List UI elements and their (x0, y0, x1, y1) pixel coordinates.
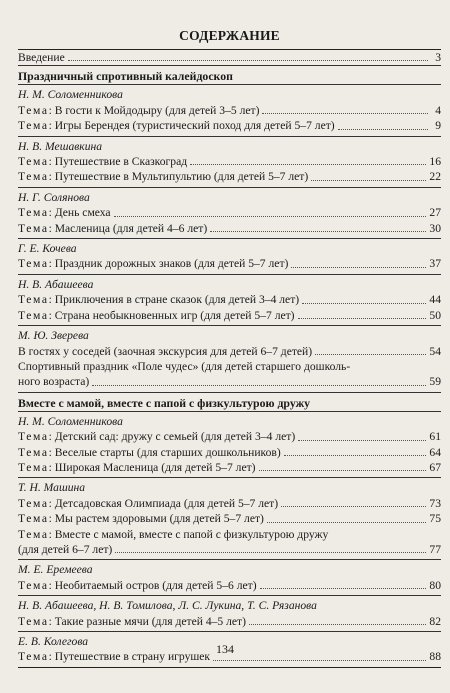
page-number: 134 (216, 642, 234, 656)
entry-prefix: Тема (18, 512, 49, 526)
author-group (18, 85, 441, 135)
entry-text: : Вместе с мамой, вместе с папой с физкультурою дружу (48, 527, 329, 541)
entry-page: 59 (429, 375, 441, 389)
toc-entry-intro (18, 50, 441, 65)
leader-dots (281, 506, 426, 507)
toc-entry (18, 460, 441, 475)
author-name: Н. Г. Солянова (18, 190, 90, 204)
leader-dots (262, 113, 428, 114)
entry-prefix: Тема (18, 155, 49, 169)
leader-dots (284, 455, 427, 456)
leader-dots (213, 660, 426, 661)
entry-prefix: Тема (18, 257, 49, 271)
entry-prefix: Тема (18, 119, 49, 133)
entry-text: : Мы растем здоровыми (для детей 5–7 лет) (48, 512, 264, 526)
entry-page: 54 (429, 344, 441, 358)
toc-entry (18, 445, 441, 460)
entry-text: (для детей 6–7 лет) (18, 542, 113, 556)
author-name: Н. В. Абашеева (18, 277, 94, 291)
toc-entry (18, 344, 441, 359)
entry-text: : Необитаемый остров (для детей 5–6 лет) (48, 578, 257, 592)
section-heading: Вместе с мамой, вместе с папой с физкультурою дружу (18, 395, 311, 410)
author-group (18, 412, 441, 478)
entry-page: 64 (429, 445, 441, 459)
author-group (18, 275, 441, 325)
entry-page: 27 (429, 206, 441, 220)
author-name: Н. В. Мешавкина (18, 139, 103, 153)
leader-dots (249, 624, 426, 625)
entry-text: : Детский сад: дружу с семьей (для детей 3–4 лет) (48, 430, 296, 444)
entry-prefix: Тема (18, 221, 49, 235)
entry-page: 9 (435, 119, 441, 133)
leader-dots (260, 588, 427, 589)
entry-page: 77 (429, 542, 441, 556)
entry-prefix: Тема (18, 578, 49, 592)
leader-dots (190, 164, 426, 165)
entry-page: 88 (429, 650, 441, 664)
entry-prefix: Тема (18, 614, 49, 628)
divider (18, 392, 441, 393)
entry-text: : Приключения в стране сказок (для детей 3–4 лет) (48, 293, 300, 307)
toc-entry (18, 542, 441, 557)
toc-entry (18, 205, 441, 220)
entry-page: 30 (429, 221, 441, 235)
entry-page: 75 (429, 512, 441, 526)
toc-entry (18, 308, 441, 323)
entry-text: : Путешествие в Сказкоград (48, 155, 188, 169)
leader-dots (68, 60, 428, 61)
entry-text: : Веселые старты (для старших дошкольников) (48, 445, 281, 459)
leader-dots (259, 470, 427, 471)
entry-page: 80 (429, 578, 441, 592)
author-group (18, 596, 441, 631)
author-name: Т. Н. Машина (18, 481, 86, 495)
entry-text: : Широкая Масленица (для детей 5–7 лет) (48, 460, 256, 474)
entry-text: : Страна необыкновенных игр (для детей 5–7 лет) (48, 308, 295, 322)
entry-page: 4 (435, 103, 441, 117)
author-name: Н. М. Соломенникова (18, 414, 123, 428)
entry-text-line (18, 527, 441, 542)
leader-dots (291, 267, 426, 268)
entry-page: 67 (429, 460, 441, 474)
author-group (18, 239, 441, 274)
entry-text-line: Спортивный праздник «Поле чудес» (для детей старшего дошколь- (18, 359, 351, 373)
leader-dots (115, 552, 426, 553)
entry-text: : Игры Берендея (туристический поход для детей 5–7 лет) (48, 119, 335, 133)
toc-entry (18, 511, 441, 526)
entry-text: : День смеха (48, 206, 111, 220)
leader-dots (92, 385, 426, 386)
entry-text: : Праздник дорожных знаков (для детей 5–7 лет) (48, 257, 289, 271)
toc-entry (18, 169, 441, 184)
toc-entry (18, 496, 441, 511)
leader-dots (311, 180, 426, 181)
entry-prefix: Тема (18, 206, 49, 220)
leader-dots (298, 318, 427, 319)
entry-text: : Такие разные мячи (для детей 4–5 лет) (48, 614, 246, 628)
entry-prefix: Тема (18, 460, 49, 474)
entry-page: 22 (429, 170, 441, 184)
entry-text: Введение (18, 51, 65, 64)
entry-text: : Детсадовская Олимпиада (для детей 5–7 лет) (48, 496, 279, 510)
toc-entry (18, 374, 441, 389)
entry-page: 82 (429, 614, 441, 628)
toc-entry (18, 103, 441, 118)
author-group (18, 188, 441, 238)
entry-page: 37 (429, 257, 441, 271)
entry-prefix: Тема (18, 650, 49, 664)
author-group (18, 560, 441, 595)
entry-text: : Масленица (для детей 4–6 лет) (48, 221, 208, 235)
author-name: М. Е. Еремеева (18, 563, 93, 577)
leader-dots (210, 231, 426, 232)
entry-prefix: Тема (18, 293, 49, 307)
leader-dots (298, 440, 426, 441)
toc-entry (18, 221, 441, 236)
leader-dots (338, 129, 428, 130)
leader-dots (315, 354, 426, 355)
leader-dots (114, 216, 427, 217)
entry-page: 50 (429, 308, 441, 322)
page-title: СОДЕРЖАНИЕ (179, 28, 280, 43)
author-group (18, 137, 441, 187)
entry-prefix: Тема (18, 445, 49, 459)
author-name: Н. М. Соломенникова (18, 88, 123, 102)
entry-prefix: Тема (18, 103, 49, 117)
divider (18, 667, 441, 668)
leader-dots (267, 522, 427, 523)
author-name: Е. В. Колегова (18, 635, 89, 648)
entry-prefix: Тема (18, 430, 49, 444)
author-name: Г. Е. Кочева (18, 242, 77, 256)
toc-entry (18, 578, 441, 593)
toc-entry (18, 614, 441, 629)
entry-prefix: Тема (18, 496, 49, 510)
entry-prefix: Тема (18, 170, 49, 184)
entry-text: : Путешествие в Мультипультию (для детей 5–7 лет) (48, 170, 309, 184)
toc-entry (18, 256, 441, 271)
entry-text: : Путешествие в страну игрушек (48, 650, 211, 664)
toc-entry (18, 292, 441, 307)
author-name: М. Ю. Зверева (18, 329, 89, 343)
entry-prefix: Тема (18, 527, 49, 541)
entry-page: 44 (429, 293, 441, 307)
author-name: Н. В. Абашеева, Н. В. Томилова, Л. С. Лукина, Т. С. Рязанова (18, 599, 317, 613)
section-heading: Праздничный спротивный калейдоскоп (18, 69, 233, 84)
author-group (18, 326, 441, 392)
entry-text: В гостях у соседей (заочная экскурсия для детей 6–7 детей) (18, 344, 313, 358)
entry-page: 73 (429, 496, 441, 510)
author-group (18, 478, 441, 559)
entry-text: ного возраста) (18, 375, 90, 389)
entry-prefix: Тема (18, 308, 49, 322)
toc-entry (18, 154, 441, 169)
entry-page: 61 (429, 430, 441, 444)
toc-entry (18, 429, 441, 444)
entry-text: : В гости к Мойдодыру (для детей 3–5 лет) (48, 103, 260, 117)
toc-entry (18, 118, 441, 133)
leader-dots (302, 303, 426, 304)
entry-page: 3 (435, 51, 441, 64)
toc-page (18, 28, 441, 668)
entry-page: 16 (429, 155, 441, 169)
divider (18, 65, 441, 66)
